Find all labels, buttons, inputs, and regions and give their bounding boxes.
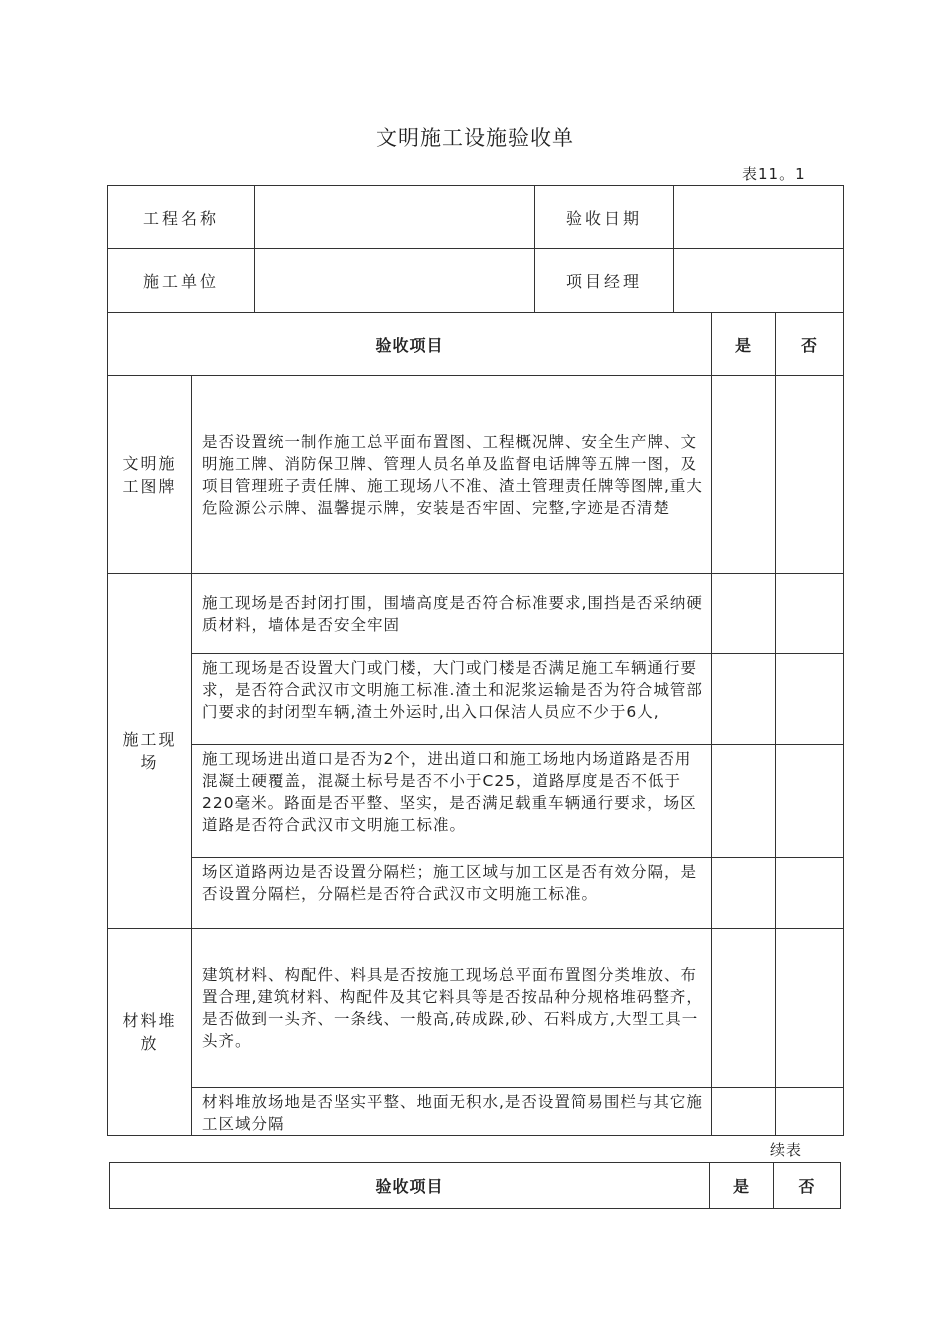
yes-checkbox[interactable] [711, 573, 776, 654]
no-checkbox[interactable] [775, 573, 844, 654]
project-name-label: 工程名称 [107, 185, 255, 249]
contractor-field[interactable] [254, 248, 535, 313]
check-item-text: 材料堆放场地是否坚实平整、地面无积水,是否设置简易围栏与其它施工区域分隔 [191, 1087, 712, 1136]
no-checkbox[interactable] [775, 653, 844, 745]
project-name-field[interactable] [254, 185, 535, 249]
yes-column-header: 是 [711, 312, 776, 376]
yes-checkbox[interactable] [711, 653, 776, 745]
yes-column-header: 是 [709, 1162, 774, 1209]
category-materials: 材料堆放 [107, 928, 192, 1136]
category-signage: 文明施工图牌 [107, 375, 192, 574]
check-item-text: 场区道路两边是否设置分隔栏；施工区域与加工区是否有效分隔，是否设置分隔栏，分隔栏是否符合武汉市文明施工标准。 [191, 857, 712, 929]
acceptance-date-label: 验收日期 [534, 185, 674, 249]
check-item-text: 施工现场是否封闭打围，围墙高度是否符合标准要求,围挡是否采纳硬质材料，墙体是否安全牢固 [191, 573, 712, 654]
acceptance-item-header: 验收项目 [109, 1162, 710, 1209]
table-number: 表11。1 [742, 165, 806, 183]
no-column-header: 否 [775, 312, 844, 376]
no-checkbox[interactable] [775, 375, 844, 574]
page-title: 文明施工设施验收单 [376, 126, 574, 150]
check-item-text: 建筑材料、构配件、料具是否按施工现场总平面布置图分类堆放、布置合理,建筑材料、构配件及其它料具等是否按品种分规格堆码整齐，是否做到一头齐、一条线、一般高,砖成跺,砂、石料成方,大型工具一头齐。 [191, 928, 712, 1088]
acceptance-date-field[interactable] [673, 185, 844, 249]
yes-checkbox[interactable] [711, 1087, 776, 1136]
yes-checkbox[interactable] [711, 744, 776, 858]
continued-label: 续表 [770, 1141, 803, 1159]
no-checkbox[interactable] [775, 928, 844, 1088]
project-manager-label: 项目经理 [534, 248, 674, 313]
yes-checkbox[interactable] [711, 375, 776, 574]
check-item-text: 施工现场是否设置大门或门楼，大门或门楼是否满足施工车辆通行要求，是否符合武汉市文明施工标准.渣土和泥浆运输是否为符合城管部门要求的封闭型车辆,渣土外运时,出入口保洁人员应不少于6人, [191, 653, 712, 745]
check-item-text: 施工现场进出道口是否为2个，进出道口和施工场地内场道路是否用混凝土硬覆盖，混凝土标号是否不小于C25，道路厚度是否不低于220毫米。路面是否平整、坚实，是否满足载重车辆通行要求，场区道路是否符合武汉市文明施工标准。 [191, 744, 712, 858]
no-checkbox[interactable] [775, 744, 844, 858]
no-checkbox[interactable] [775, 857, 844, 929]
no-column-header: 否 [773, 1162, 841, 1209]
yes-checkbox[interactable] [711, 857, 776, 929]
category-site: 施工现场 [107, 573, 192, 929]
project-manager-field[interactable] [673, 248, 844, 313]
acceptance-item-header: 验收项目 [107, 312, 712, 376]
check-item-text: 是否设置统一制作施工总平面布置图、工程概况牌、安全生产牌、文明施工牌、消防保卫牌、管理人员名单及监督电话牌等五牌一图，及项目管理班子责任牌、施工现场八不准、渣土管理责任牌等图牌,重大危险源公示牌、温馨提示牌，安装是否牢固、完整,字迹是否清楚 [191, 375, 712, 574]
yes-checkbox[interactable] [711, 928, 776, 1088]
contractor-label: 施工单位 [107, 248, 255, 313]
no-checkbox[interactable] [775, 1087, 844, 1136]
